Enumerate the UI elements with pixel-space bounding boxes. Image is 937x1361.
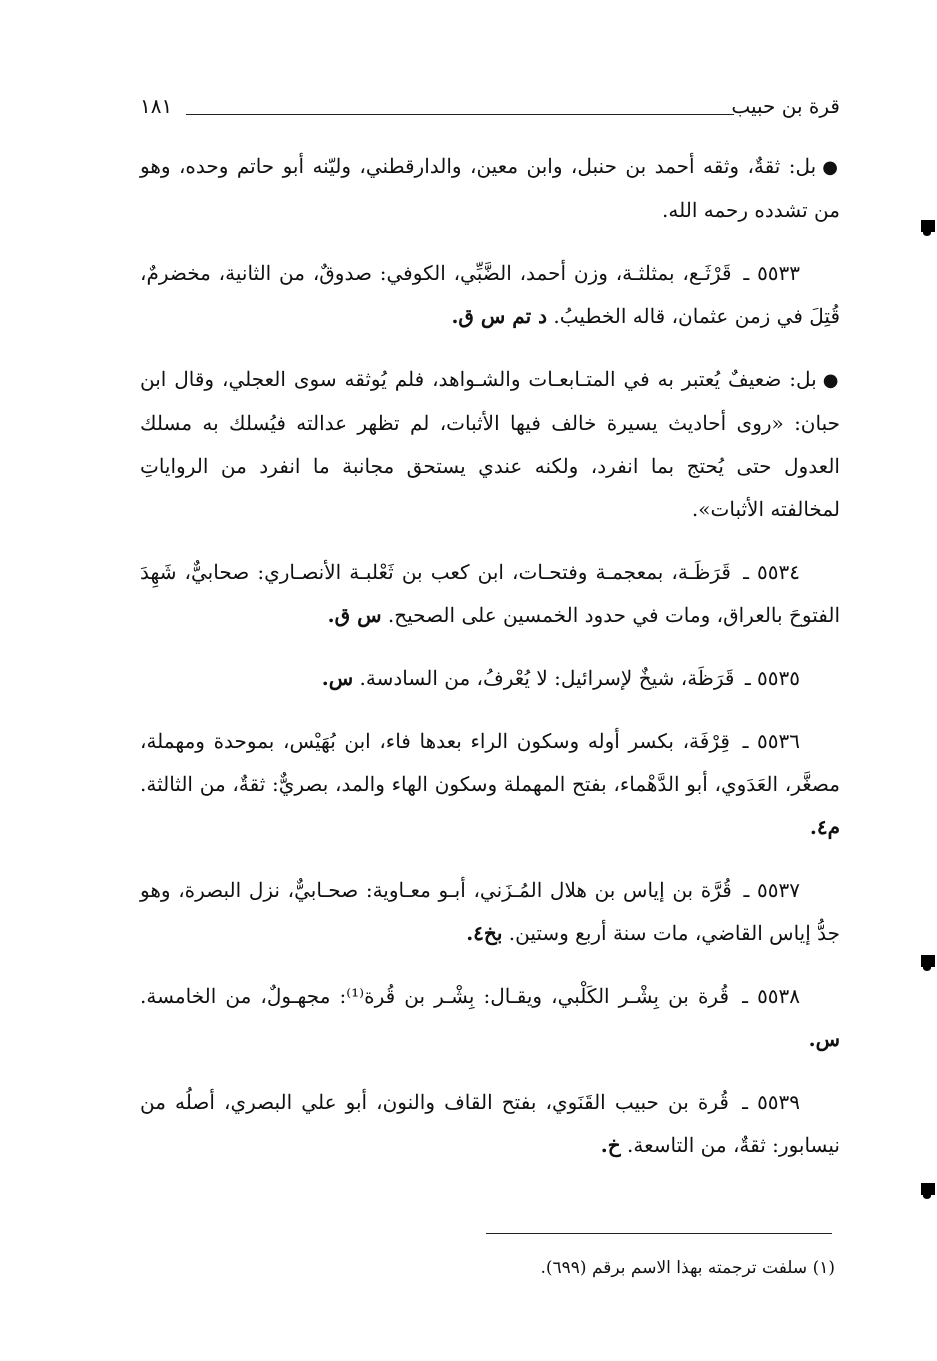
entry-text: قِرْفَة، بكسر أوله وسكون الراء بعدها فاء، ابن بُهَيْس، بموحدة ومهملة، مصغَّر، العَدَوي، أبو الدَّهْماء، بفتح المهملة وسكون الهاء والمد، بصريٌّ: ثقةٌ، من الثالثة. — [140, 729, 840, 796]
entry-text: قَرْثَـع، بمثلثـة، وزن أحمد، الضَّبِّي، الكوفي: صدوقٌ، من الثانية، مخضرمٌ، قُتِلَ في زمن عثمان، قاله الخطيبُ. — [140, 261, 840, 328]
entry-text: قُرَّة بن إياس بن هلال المُـزَني، أبـو معـاوية: صحـابيٌّ، نزل البصرة، وهو جدُّ إياس القاضي، مات سنة أربع وستين. — [140, 878, 840, 945]
header-rule — [186, 114, 734, 115]
scan-mark-icon — [921, 955, 935, 967]
entry-paragraph — [140, 975, 840, 1061]
entry-text: قُرة بن حبيب القَنَوي، بفتح القاف والنون، أبو علي البصري، أصلُه من نيسابور: ثقةٌ، من التاسعة. — [140, 1090, 840, 1157]
entry-codes: س ق. — [327, 603, 382, 627]
note-paragraph — [140, 145, 840, 232]
running-title: قرة بن حبيب — [731, 94, 840, 118]
entry-text: قُرة بن بِشْـر الكَلْبي، ويقـال: بِشْـر بن قُرة⁽¹⁾: مجهـولٌ، من الخامسة. — [140, 984, 730, 1008]
entry-codes: بخ٤. — [466, 921, 503, 945]
scan-mark-icon — [921, 1183, 935, 1195]
entry-paragraph — [140, 252, 840, 338]
entry-number: ٥٥٣٤ ـ — [743, 560, 801, 584]
entry-codes: س. — [808, 1027, 840, 1051]
entry-codes: د تم س ق. — [451, 304, 548, 328]
entry-number: ٥٥٣٥ ـ — [744, 666, 800, 690]
footnote-rule — [486, 1233, 832, 1234]
entry-paragraph — [140, 1081, 840, 1167]
entry-number: ٥٥٣٧ ـ — [743, 878, 801, 902]
entry-number: ٥٥٣٦ ـ — [742, 729, 801, 753]
entry-codes: س. — [321, 666, 354, 690]
entry-codes: م٤. — [809, 815, 840, 839]
scan-mark-icon — [921, 220, 935, 232]
bullet-icon: ● — [822, 157, 840, 178]
bullet-icon: ● — [822, 370, 840, 391]
entry-number: ٥٥٣٩ ـ — [742, 1090, 801, 1114]
entry-codes: خ. — [600, 1133, 621, 1157]
entry-number: ٥٥٣٣ ـ — [743, 261, 801, 285]
main-text — [140, 145, 840, 1187]
footnote: (١) سلفت ترجمته بهذا الاسم برقم (٦٩٩). — [540, 1258, 835, 1278]
entry-paragraph — [140, 720, 840, 849]
entry-paragraph — [140, 657, 840, 700]
note-text: بل: ثقةٌ، وثقه أحمد بن حنبل، وابن معين، والدارقطني، وليّنه أبو حاتم وحده، وهو من تشدده رحمه الله. — [140, 154, 840, 222]
note-paragraph — [140, 358, 840, 531]
entry-paragraph — [140, 869, 840, 955]
entry-text: قَرَظَة، شيخٌ لإسرائيل: لا يُعْرفُ، من السادسة. — [359, 666, 735, 690]
note-text: بل: ضعيفٌ يُعتبر به في المتـابعـات والشـواهد، فلم يُوثقه سوى العجلي، وقال ابن حبان: «روى أحاديث يسيرة خالف فيها الأثبات، لم تظهر عدالته فيُسلك به مسلك العدول حتى يُحتج بما انفرد، ولكنه عندي يستحق مجانبة ما انفرد من الرواياتِ لمخالفته الأثبات». — [140, 367, 840, 521]
page-number: ١٨١ — [140, 94, 173, 118]
entry-paragraph — [140, 551, 840, 637]
entry-number: ٥٥٣٨ ـ — [742, 984, 801, 1008]
entry-text: قَرَظَـة، بمعجمـة وفتحـات، ابن كعب بن ثَعْلبـة الأنصـاري: صحابيٌّ، شَهِدَ الفتوحَ بالعراق، ومات في حدود الخمسين على الصحيح. — [140, 560, 840, 627]
page-header — [140, 94, 840, 126]
